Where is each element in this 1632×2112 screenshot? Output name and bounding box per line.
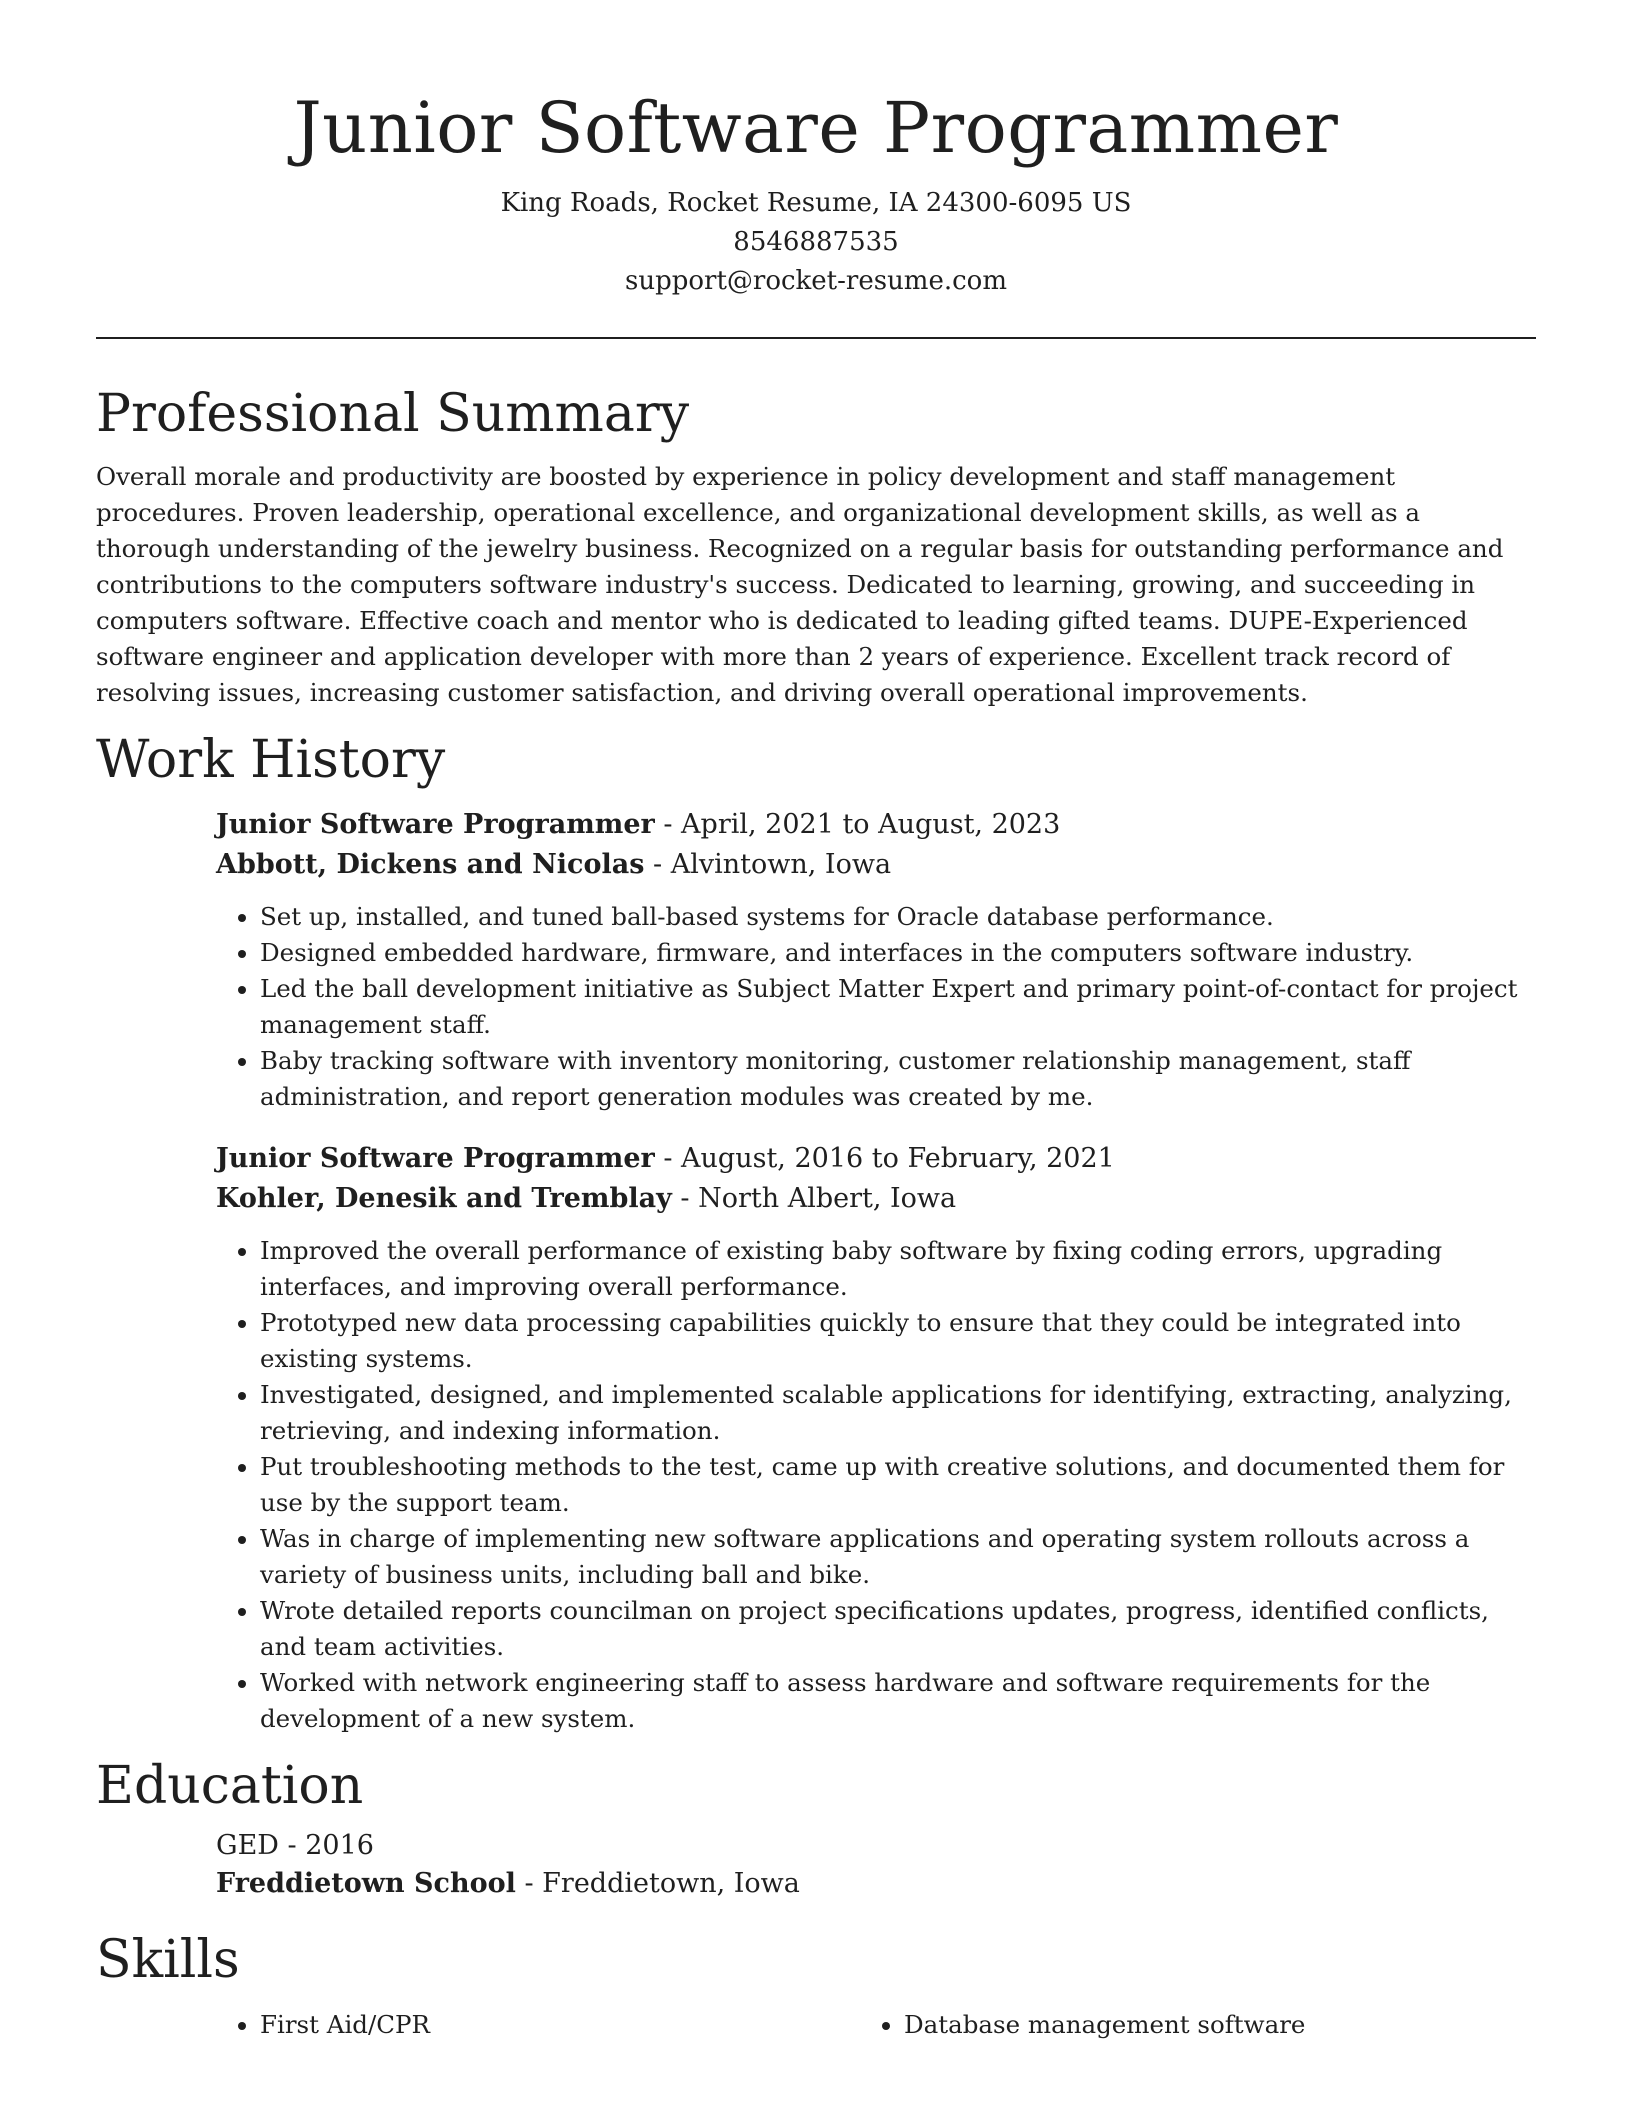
resume-header xyxy=(96,0,1536,301)
work-title: Work History xyxy=(96,730,446,790)
education-school: Freddietown School xyxy=(216,1868,516,1899)
candidate-name: Junior Software Programmer xyxy=(293,87,1339,169)
work-section xyxy=(96,725,1536,1737)
list-item: • Put troubleshooting methods to the test, came up with creative solutions, and documented them for use by the support team. xyxy=(260,1449,1536,1521)
job-bullets xyxy=(216,899,1536,1115)
job-company: Abbott, Dickens and Nicolas xyxy=(216,849,645,880)
summary-title: Professional Summary xyxy=(96,384,690,444)
list-item: • Wrote detailed reports councilman on project specifications updates, progress, identified conflicts, and team activities. xyxy=(260,1593,1536,1665)
phone: 8546887535 xyxy=(733,227,899,257)
job-company-line xyxy=(216,845,1536,885)
job-role-line xyxy=(216,805,1536,845)
list-item: • First Aid/CPR xyxy=(260,2007,860,2043)
email: support@rocket-resume.com xyxy=(624,266,1007,296)
job-bullets xyxy=(216,1233,1536,1737)
education-school-line xyxy=(216,1865,1536,1903)
job-location: - Alvintown, Iowa xyxy=(644,849,892,880)
job-role-line xyxy=(216,1139,1536,1179)
education-entry xyxy=(216,1827,1536,1903)
job-role: Junior Software Programmer xyxy=(216,1143,655,1174)
list-item: • Baby tracking software with inventory monitoring, customer relationship management, staff administration, and report generation modules was created by me. xyxy=(260,1043,1536,1115)
summary-text: Overall morale and productivity are boosted by experience in policy development and staff management procedures. Proven leadership, operational excellence, and organizational development skills, as well as a thorough understanding of the jewelry business. Recognized on a regular basis for outstanding performance and contributions to the computers software industry's success. Dedicated to learning, growing, and succeeding in computers software. Effective coach and mentor who is dedicated to leading gifted teams. DUPE-Experienced software engineer and application developer with more than 2 years of experience. Excellent track record of resolving issues, increasing customer satisfaction, and driving overall operational improvements. xyxy=(96,462,1504,707)
job-entry xyxy=(216,1139,1536,1737)
education-location: - Freddietown, Iowa xyxy=(515,1868,800,1899)
skills-title: Skills xyxy=(96,1930,240,1990)
skills-section xyxy=(96,1925,1536,2043)
education-year: - 2016 xyxy=(278,1830,374,1861)
list-item: • Improved the overall performance of existing baby software by fixing coding errors, upgrading interfaces, and improving overall performance. xyxy=(260,1233,1536,1305)
job-company: Kohler, Denesik and Tremblay xyxy=(216,1183,672,1214)
job-location: - North Albert, Iowa xyxy=(671,1183,957,1214)
education-degree-line xyxy=(216,1827,1536,1865)
skills-list-right xyxy=(860,2007,1504,2043)
skills-list-left xyxy=(216,2007,860,2043)
job-company-line xyxy=(216,1179,1536,1219)
list-item: • Was in charge of implementing new software applications and operating system rollouts across a variety of business units, including ball and bike. xyxy=(260,1521,1536,1593)
education-title: Education xyxy=(96,1756,364,1816)
list-item: • Set up, installed, and tuned ball-based systems for Oracle database performance. xyxy=(260,899,1536,935)
education-degree: GED xyxy=(216,1830,279,1861)
job-dates: - August, 2016 to February, 2021 xyxy=(654,1143,1115,1174)
resume-page xyxy=(96,0,1536,2043)
list-item: • Worked with network engineering staff to assess hardware and software requirements for the development of a new system. xyxy=(260,1665,1536,1737)
list-item: • Database management software xyxy=(904,2007,1504,2043)
address: King Roads, Rocket Resume, IA 24300-6095 US xyxy=(500,188,1132,218)
job-dates: - April, 2021 to August, 2023 xyxy=(654,809,1061,840)
header-divider xyxy=(96,337,1536,339)
job-entry xyxy=(216,805,1536,1115)
job-role: Junior Software Programmer xyxy=(216,809,655,840)
list-item: • Investigated, designed, and implemented scalable applications for identifying, extracting, analyzing, retrieving, and indexing information. xyxy=(260,1377,1536,1449)
summary-section xyxy=(96,379,1536,711)
skills-columns xyxy=(216,2007,1536,2043)
list-item: • Led the ball development initiative as Subject Matter Expert and primary point-of-contact for project management staff. xyxy=(260,971,1536,1043)
list-item: • Prototyped new data processing capabilities quickly to ensure that they could be integrated into existing systems. xyxy=(260,1305,1536,1377)
list-item: • Designed embedded hardware, firmware, and interfaces in the computers software industry. xyxy=(260,935,1536,971)
contact-info xyxy=(96,184,1536,301)
education-section xyxy=(96,1751,1536,1903)
